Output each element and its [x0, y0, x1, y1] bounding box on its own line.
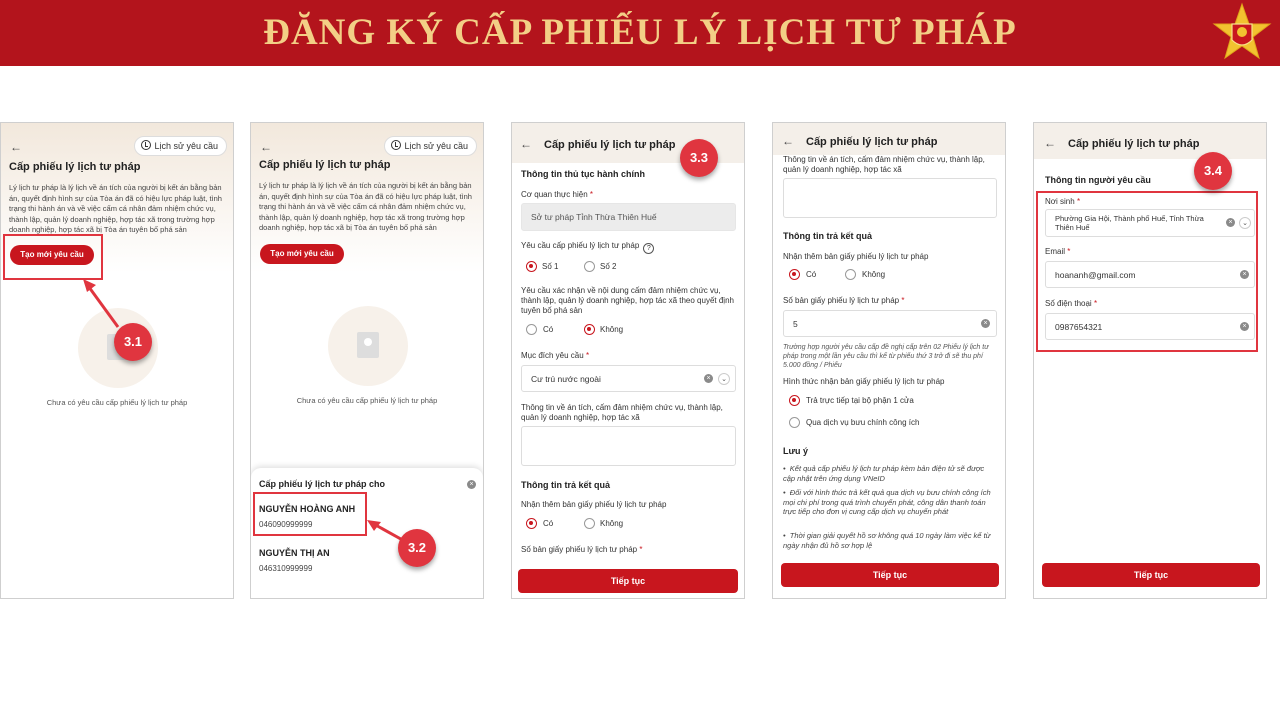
step-badge: 3.1 — [114, 323, 152, 361]
radio-so2[interactable] — [584, 261, 595, 272]
radio-no[interactable] — [584, 324, 595, 335]
screen-result-info — [772, 122, 1006, 599]
criminal-info-label: Thông tin về án tích, cấm đảm nhiệm chức vụ, thành lập, quản lý doanh nghiệp, hợp tác xã — [521, 403, 723, 422]
radio-yes[interactable] — [789, 269, 800, 280]
close-icon[interactable]: × — [467, 480, 476, 489]
screen-request-list — [0, 122, 234, 599]
empty-state-text: Chưa có yêu cầu cấp phiếu lý lịch tư pháp — [296, 396, 438, 405]
back-arrow-icon[interactable]: ← — [10, 140, 22, 154]
radio-no[interactable] — [584, 518, 595, 529]
step-badge: 3.3 — [680, 139, 718, 177]
header-title: Cấp phiếu lý lịch tư pháp — [544, 139, 676, 151]
back-arrow-icon[interactable]: ← — [520, 137, 532, 151]
chevron-down-icon[interactable]: ⌄ — [718, 373, 730, 385]
banner-title: ĐĂNG KÝ CẤP PHIẾU LÝ LỊCH TƯ PHÁP — [263, 12, 1017, 53]
purpose-label: Mục đích yêu cầu * — [521, 351, 590, 360]
person-name[interactable]: NGUYỄN HOÀNG ANH — [259, 504, 356, 514]
continue-button[interactable]: Tiếp tục — [1042, 563, 1260, 587]
clear-icon[interactable]: × — [1240, 270, 1249, 279]
request-type-label: Yêu cầu cấp phiếu lý lịch tư pháp ? — [521, 241, 654, 254]
sheet-title: Cấp phiếu lý lịch tư pháp cho — [259, 479, 386, 489]
copies-label: Số bản giấy phiếu lý lịch tư pháp * — [521, 545, 643, 554]
notes-title: Lưu ý — [783, 446, 809, 456]
radio-label: Không — [600, 519, 624, 528]
criminal-info-label: Thông tin về án tích, cấm đảm nhiệm chức vụ, thành lập, quản lý doanh nghiệp, hợp tác xã — [783, 155, 985, 174]
clear-icon[interactable]: × — [1226, 218, 1235, 227]
create-request-button[interactable]: Tạo mới yêu cầu — [260, 244, 344, 264]
radio-direct[interactable] — [789, 395, 800, 406]
continue-button[interactable]: Tiếp tục — [781, 563, 999, 587]
step-badge: 3.4 — [1194, 152, 1232, 190]
continue-button[interactable]: Tiếp tục — [518, 569, 738, 593]
highlight-box-person — [253, 492, 367, 536]
empty-state-text: Chưa có yêu cầu cấp phiếu lý lịch tư pháp — [46, 398, 188, 407]
chevron-down-icon[interactable]: ⌄ — [1239, 217, 1251, 229]
screen-admin-info — [511, 122, 745, 599]
history-icon — [141, 140, 151, 150]
extra-copy-label: Nhận thêm bản giấy phiếu lý lịch tư pháp — [783, 252, 929, 261]
fee-note: Trường hợp người yêu cầu cấp đề nghị cấp trên 02 Phiếu lý lịch tư pháp trong một lần yêu cầu thì kể từ phiếu thứ 3 trở đi sẽ thu phí 5.000 đồng / Phiếu — [783, 344, 989, 369]
document-icon — [357, 332, 379, 358]
section-title-admin: Thông tin thủ tục hành chính — [521, 169, 645, 179]
phone-field[interactable]: 0987654321 — [1045, 313, 1255, 340]
radio-label: Không — [600, 325, 624, 334]
agency-field[interactable]: Sở tư pháp Tỉnh Thừa Thiên Huế — [521, 203, 736, 231]
header-title: Cấp phiếu lý lịch tư pháp — [806, 136, 938, 148]
radio-no[interactable] — [845, 269, 856, 280]
back-arrow-icon[interactable]: ← — [782, 134, 794, 148]
note-item: • Thời gian giải quyết hồ sơ không quá 10 ngày làm việc kể từ ngày nhận đủ hồ sơ hợp lệ — [783, 531, 991, 550]
criminal-info-input[interactable] — [521, 426, 736, 466]
radio-yes[interactable] — [526, 518, 537, 529]
history-button[interactable]: Lịch sử yêu cầu — [384, 136, 477, 156]
copies-input[interactable]: 5 — [783, 310, 997, 337]
back-arrow-icon[interactable]: ← — [260, 140, 272, 154]
agency-label: Cơ quan thực hiện * — [521, 190, 593, 199]
history-icon — [391, 140, 401, 150]
section-title-requester: Thông tin người yêu cầu — [1045, 175, 1151, 185]
birthplace-select[interactable]: Phường Gia Hội, Thành phố Huế, Tỉnh Thừa Thiên Huế — [1045, 209, 1255, 237]
title-banner — [0, 0, 1280, 66]
person-id: 046310999999 — [259, 564, 313, 573]
radio-label: Có — [543, 325, 554, 334]
police-emblem-icon — [1210, 2, 1274, 66]
create-request-button[interactable]: Tạo mới yêu cầu — [10, 245, 94, 265]
history-button[interactable]: Lịch sử yêu cầu — [134, 136, 227, 156]
radio-label: Qua dịch vụ bưu chính công ích — [806, 418, 920, 427]
radio-label: Không — [862, 270, 886, 279]
step-badge: 3.2 — [398, 529, 436, 567]
section-title-result: Thông tin trả kết quả — [783, 231, 872, 241]
clear-icon[interactable]: × — [704, 374, 713, 383]
note-item: • Đối với hình thức trả kết quả qua dịch vụ bưu chính công ích mọi chi phí trong quá trình chuyển phát, công dân thanh toán trực tiếp cho đơn vị cung cấp dịch vụ chuyển phát — [783, 488, 991, 516]
person-id: 046090999999 — [259, 520, 313, 529]
back-arrow-icon[interactable]: ← — [1044, 136, 1056, 150]
copies-label: Số bản giấy phiếu lý lịch tư pháp * — [783, 296, 905, 305]
purpose-select[interactable]: Cư trú nước ngoài — [521, 365, 736, 392]
person-name[interactable]: NGUYỄN THỊ AN — [259, 548, 330, 558]
birthplace-label: Nơi sinh * — [1045, 197, 1081, 206]
radio-label: Trả trực tiếp tại bộ phận 1 cửa — [806, 396, 914, 405]
header-title: Cấp phiếu lý lịch tư pháp — [1068, 138, 1200, 150]
clear-icon[interactable]: × — [981, 319, 990, 328]
page-title: Cấp phiếu lý lịch tư pháp — [259, 159, 391, 171]
radio-label: Có — [806, 270, 817, 279]
phone-label: Số điện thoại * — [1045, 299, 1098, 308]
email-label: Email * — [1045, 247, 1071, 256]
description-text: Lý lịch tư pháp là lý lịch về án tích của người bị kết án bằng bản án, quyết định hình sự của Tòa án đã có hiệu lực pháp luật, tình trạng thi hành án và về việc cấm cá nhân đảm nhiệm chức vụ, thành lập, quản lý doanh nghiệp, hợp tác xã trong trường hợp doanh nghiệp, hợp tác xã bị Tòa án tuyên bố phá sản — [9, 183, 222, 234]
radio-so1[interactable] — [526, 261, 537, 272]
confirm-label: Yêu cầu xác nhận về nội dung cấm đảm nhiệm chức vụ, thành lập, quản lý doanh nghiệp, hợp tác xã theo quyết định tuyên bố phá sản — [521, 286, 734, 315]
note-item: • Kết quả cấp phiếu lý lịch tư pháp kèm bản điện tử sẽ được cập nhật trên ứng dụng VNeID — [783, 464, 985, 483]
radio-yes[interactable] — [526, 324, 537, 335]
radio-label: Số 1 — [542, 262, 559, 271]
extra-copy-label: Nhận thêm bản giấy phiếu lý lịch tư pháp — [521, 500, 667, 509]
radio-label: Số 2 — [600, 262, 617, 271]
info-icon[interactable]: ? — [643, 243, 654, 254]
criminal-info-input[interactable] — [783, 178, 997, 218]
description-text: Lý lịch tư pháp là lý lịch về án tích của người bị kết án bằng bản án, quyết định hình sự của Tòa án đã có hiệu lực pháp luật, tình trạng thi hành án và về việc cấm cá nhân đảm nhiệm chức vụ, thành lập, quản lý doanh nghiệp, hợp tác xã trong trường hợp doanh nghiệp, hợp tác xã bị Tòa án tuyên bố phá sản — [259, 181, 472, 232]
radio-label: Có — [543, 519, 554, 528]
page-title: Cấp phiếu lý lịch tư pháp — [9, 161, 141, 173]
highlight-box-create — [3, 234, 103, 280]
highlight-box-requester — [1036, 191, 1258, 352]
method-label: Hình thức nhận bản giấy phiếu lý lịch tư pháp — [783, 377, 945, 386]
email-field[interactable]: hoananh@gmail.com — [1045, 261, 1255, 288]
radio-post[interactable] — [789, 417, 800, 428]
section-title-result: Thông tin trả kết quả — [521, 480, 610, 490]
clear-icon[interactable]: × — [1240, 322, 1249, 331]
